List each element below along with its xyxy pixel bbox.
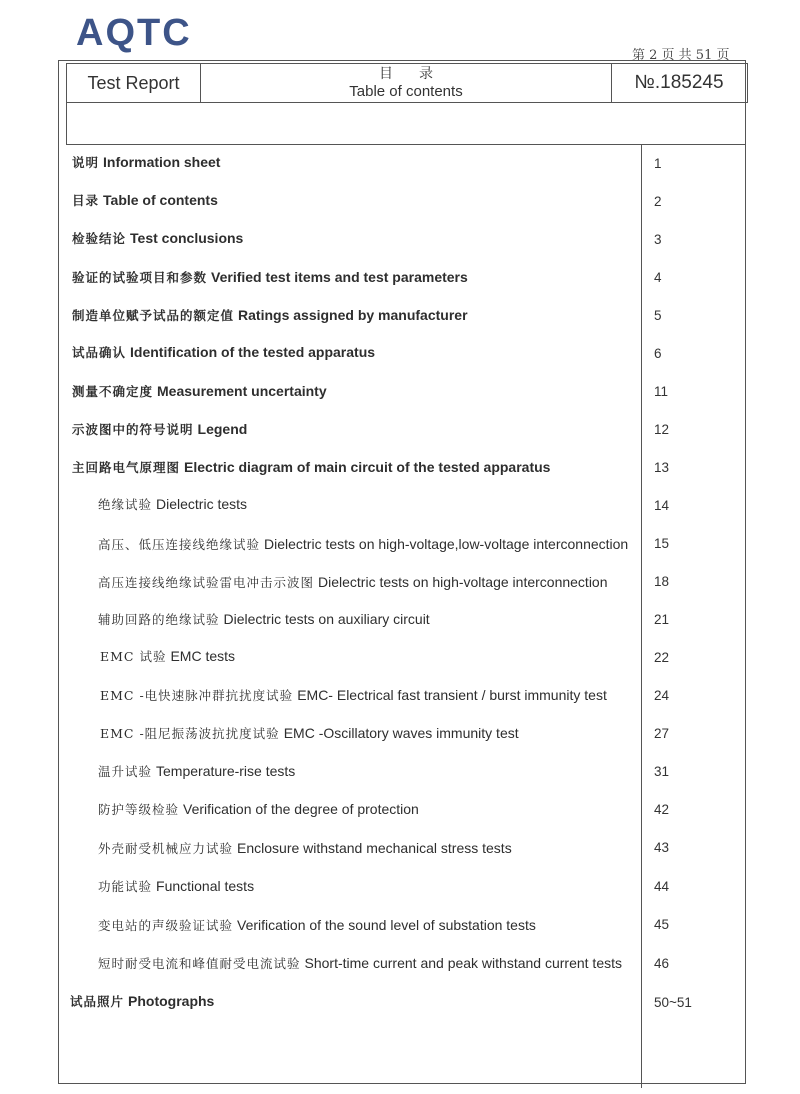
toc-entry: 主回路电气原理图 Electric diagram of main circuit of the tested apparatus xyxy=(72,459,551,475)
toc-entry: 外壳耐受机械应力试验 Enclosure withstand mechanical stress tests xyxy=(98,840,512,856)
toc-page-number: 11 xyxy=(654,384,669,399)
toc-top-rule xyxy=(66,144,746,145)
toc-page-number: 5 xyxy=(654,308,662,323)
toc-page-number: 3 xyxy=(654,232,662,247)
toc-page-number: 15 xyxy=(654,536,670,551)
toc-page-number: 12 xyxy=(654,422,670,437)
toc-page-number: 46 xyxy=(654,956,670,971)
aqtc-logo: AQTC xyxy=(76,12,192,54)
toc-page-number: 21 xyxy=(654,612,670,627)
toc-entry: 辅助回路的绝缘试验 Dielectric tests on auxiliary circuit xyxy=(98,611,430,627)
toc-page-number: 4 xyxy=(654,270,662,285)
toc-page-number: 22 xyxy=(654,650,670,665)
page-column-divider xyxy=(641,144,642,1088)
toc-entry: 防护等级检验 Verification of the degree of protection xyxy=(98,801,419,817)
toc-page-number: 18 xyxy=(654,574,670,589)
toc-page-number: 13 xyxy=(654,460,670,475)
toc-entry: 示波图中的符号说明 Legend xyxy=(72,421,248,437)
header-report-label: Test Report xyxy=(67,64,201,102)
toc-page-number: 45 xyxy=(654,917,670,932)
toc-page-number: 27 xyxy=(654,726,670,741)
header-title xyxy=(201,64,611,102)
toc-entry: 检验结论 Test conclusions xyxy=(72,230,244,246)
frame-divider xyxy=(66,103,67,145)
header-title-zh: 目录 xyxy=(379,66,459,82)
page-indicator: 第 2 页 共 51 页 xyxy=(632,48,730,63)
toc-entry: EMC 试验 EMC tests xyxy=(100,648,236,664)
toc-entry: 目录 Table of contents xyxy=(72,192,218,208)
toc-page-number: 44 xyxy=(654,879,670,894)
toc-entry: EMC -阻尼振荡波抗扰度试验 EMC -Oscillatory waves immunity test xyxy=(100,725,519,741)
report-number: №.185245 xyxy=(611,64,746,102)
toc-page-number: 31 xyxy=(654,764,670,779)
report-header xyxy=(66,63,748,103)
toc-entry: 短时耐受电流和峰值耐受电流试验 Short-time current and peak withstand current tests xyxy=(98,955,622,971)
toc-entry: 绝缘试验 Dielectric tests xyxy=(98,496,248,512)
toc-entry: 高压、低压连接线绝缘试验 Dielectric tests on high-voltage,low-voltage interconnection xyxy=(98,536,629,552)
toc-page-number: 6 xyxy=(654,346,662,361)
toc-entry: 温升试验 Temperature-rise tests xyxy=(98,763,296,779)
toc-entry: 制造单位赋予试品的额定值 Ratings assigned by manufacturer xyxy=(72,307,468,323)
toc-entry: EMC -电快速脉冲群抗扰度试验 EMC- Electrical fast transient / burst immunity test xyxy=(100,687,607,703)
toc-page-number: 50~51 xyxy=(654,995,692,1010)
toc-entry: 说明 Information sheet xyxy=(72,154,221,170)
toc-page-number: 14 xyxy=(654,498,670,513)
toc-page-number: 1 xyxy=(654,156,662,171)
toc-entry: 高压连接线绝缘试验雷电冲击示波图 Dielectric tests on high-voltage interconnection xyxy=(98,574,608,590)
toc-page-number: 42 xyxy=(654,802,670,817)
toc-page-number: 24 xyxy=(654,688,670,703)
toc-entry: 验证的试验项目和参数 Verified test items and test parameters xyxy=(72,269,468,285)
toc-entry: 功能试验 Functional tests xyxy=(98,878,255,894)
header-title-en: Table of contents xyxy=(349,83,463,100)
toc-entry: 测量不确定度 Measurement uncertainty xyxy=(72,383,327,399)
toc-entry: 试品照片 Photographs xyxy=(70,993,215,1009)
toc-page-number: 2 xyxy=(654,194,662,209)
toc-entry: 变电站的声级验证试验 Verification of the sound level of substation tests xyxy=(98,917,536,933)
toc-page-number: 43 xyxy=(654,840,670,855)
toc-entry: 试品确认 Identification of the tested apparatus xyxy=(72,344,376,360)
